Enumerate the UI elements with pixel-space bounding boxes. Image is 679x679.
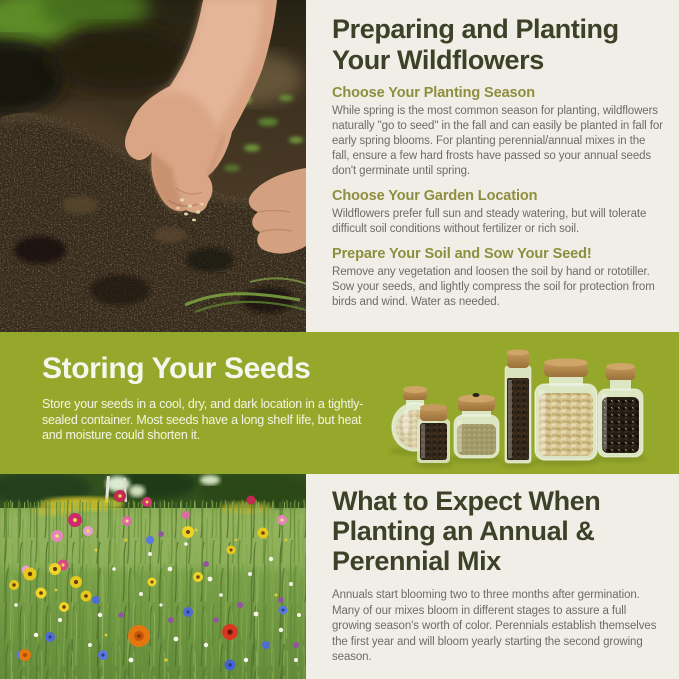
jar-sunflower-seeds [598,363,643,457]
section-title-preparing: Preparing and Planting Your Wildflowers [332,14,619,75]
wildflower-meadow-photo [0,474,306,679]
expect-body: Annuals start blooming two to three months after germination. Many of our mixes bloom in different stages to assure a full growing season's worth of color. Perennials establish themselves the first year and will bloom yearly starting the second growing season. [332,589,657,663]
storing-copy [42,352,374,444]
topic-heading: Prepare Your Soil and Sow Your Seed! [332,246,592,262]
topic-planting-season [332,85,663,179]
topic-body: Remove any vegetation and loosen the soil by hand or rototiller. Sow your seeds, and lightly compress the soil for protection from birds and wind. Water as needed. [332,266,655,308]
storing-body: Store your seeds in a cool, dry, and dark location in a tightly-sealed container. Most seeds have a long shelf life, but heat and moisture could shorten it. [42,397,364,442]
section-title-storing: Storing Your Seeds [42,352,311,385]
seed-jars-photo [376,336,668,474]
section-what-to-expect [306,474,679,679]
jar-black-seeds [417,404,450,463]
topic-heading: Choose Your Garden Location [332,188,538,204]
topic-soil-and-sow [332,246,663,310]
section-preparing-planting [306,0,679,332]
section-title-expect: What to Expect When Planting an Annual & Perennial Mix [332,486,601,576]
topic-garden-location [332,188,663,237]
topic-heading: Choose Your Planting Season [332,85,536,101]
topic-body: Wildflowers prefer full sun and steady watering, but will tolerate difficult soil conditions without fertilizer or rich soil. [332,208,647,235]
meadow-illustration [0,474,306,679]
jar-pumpkin-seeds [535,359,597,461]
jar-fine-seeds [454,393,499,458]
seed-jars-illustration [376,336,668,474]
hand-sowing-seeds-photo [0,0,306,332]
jar-tall-dark-seeds [505,350,531,464]
section-storing-seeds [0,332,679,474]
topic-body: While spring is the most common season for planting, wildflowers naturally "go to seed" in the fall and can easily be planted in fall for early spring blooms. For planting perennial/annual mixes in the fall, ensure a few hard frosts have passed so your annual seeds don't germinate until spring. [332,105,663,177]
soil-illustration [0,0,306,332]
